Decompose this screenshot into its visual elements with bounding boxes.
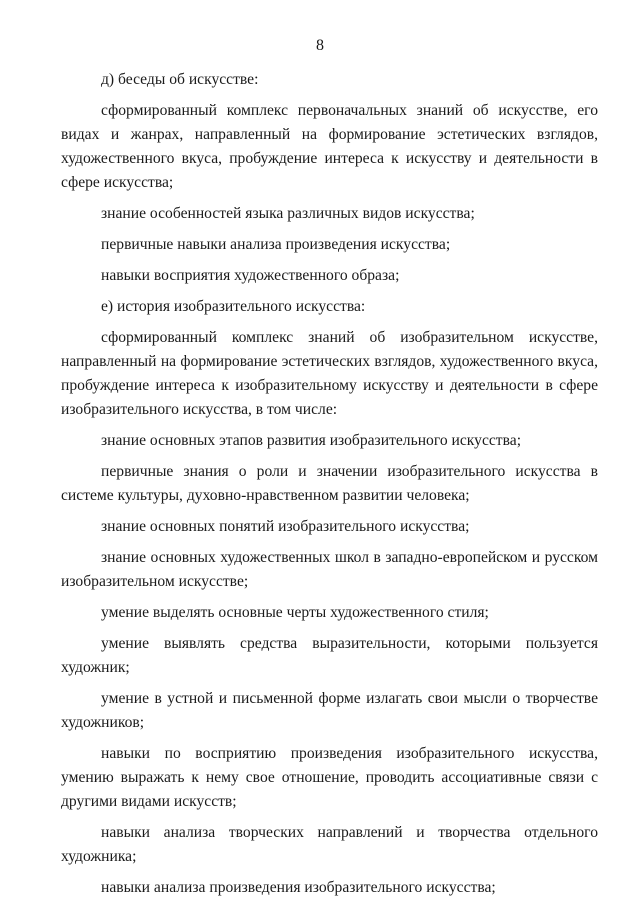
paragraph: навыки анализа произведения изобразительного искусства; xyxy=(101,879,496,896)
paragraph: первичные знания о роли и значении изобразительного искусства в системе культуры, духовно-нравственном развитии человека; xyxy=(61,463,598,504)
paragraph: сформированный комплекс первоначальных знаний об искусстве, его видах и жанрах, направленный на формирование эстетических взглядов, художественного вкуса, пробуждение интереса к искусству и деятельности в сфере искусства; xyxy=(61,102,598,191)
paragraph: умение в устной и письменной форме излагать свои мысли о творчестве художников; xyxy=(61,690,598,731)
paragraph: умение выделять основные черты художественного стиля; xyxy=(101,604,489,621)
paragraph: навыки по восприятию произведения изобразительного искусства, умению выражать к нему свое отношение, проводить ассоциативные связи с другими видами искусств; xyxy=(61,745,598,810)
paragraph: первичные навыки анализа произведения искусства; xyxy=(101,236,451,253)
paragraph: знание основных художественных школ в западно-европейском и русском изобразительном искусстве; xyxy=(61,549,598,590)
section-heading-e: е) история изобразительного искусства: xyxy=(101,298,366,315)
paragraph: умение выявлять средства выразительности, которыми пользуется художник; xyxy=(61,635,598,676)
paragraph: знание основных этапов развития изобразительного искусства; xyxy=(101,432,522,449)
document-body xyxy=(61,68,598,907)
page-number: 8 xyxy=(316,37,324,54)
paragraph: знание основных понятий изобразительного искусства; xyxy=(101,518,470,535)
section-heading-d: д) беседы об искусстве: xyxy=(101,71,259,88)
paragraph: знание особенностей языка различных видов искусства; xyxy=(101,205,475,222)
paragraph: навыки анализа творческих направлений и творчества отдельного художника; xyxy=(61,824,598,865)
paragraph: сформированный комплекс знаний об изобразительном искусстве, направленный на формирование эстетических взглядов, художественного вкуса, пробуждение интереса к изобразительному искусству и деятельности в сфере изобразительного искусства, в том числе: xyxy=(61,329,598,418)
paragraph: навыки восприятия художественного образа; xyxy=(101,267,400,284)
